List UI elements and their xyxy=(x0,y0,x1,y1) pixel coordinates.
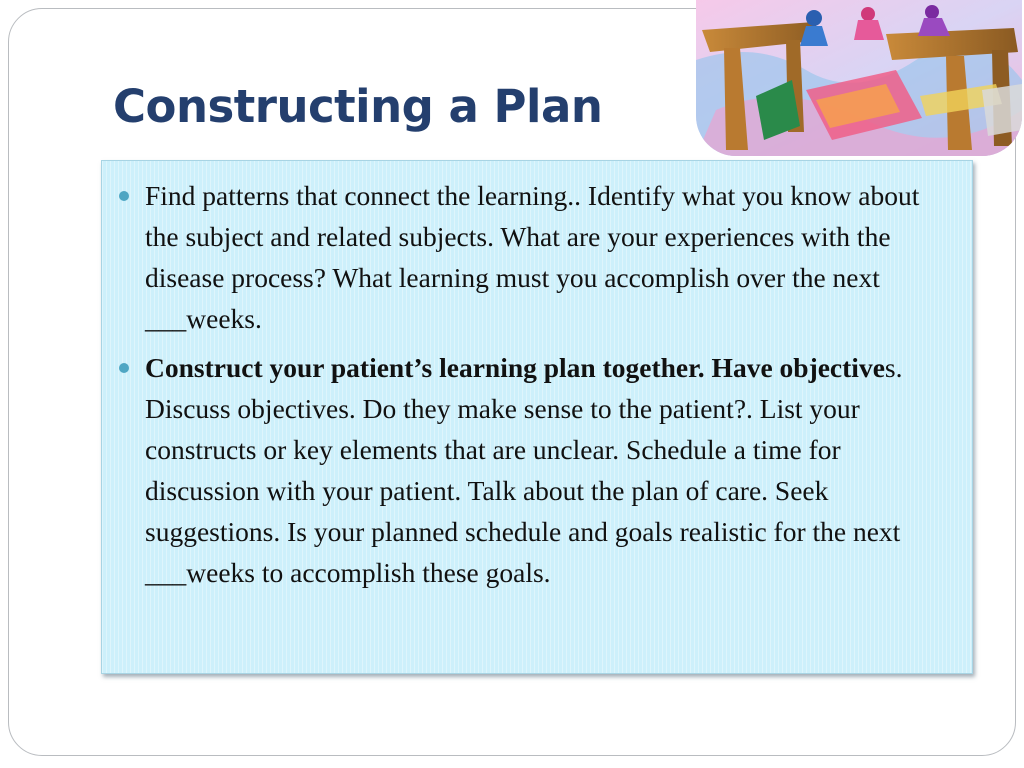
bullet-list xyxy=(102,161,972,593)
bullet-text: Find patterns that connect the learning.. Identify what you know about the subject and related subjects. What are your experiences with the disease process? What learning must you accomplish over the next ___weeks. xyxy=(145,180,920,334)
bullet-item-patterns xyxy=(145,175,952,339)
bullet-icon xyxy=(119,191,129,201)
bullet-item-learning-plan xyxy=(145,347,952,593)
content-box xyxy=(101,160,973,674)
slide-title: Constructing a Plan xyxy=(113,80,603,133)
bullet-icon xyxy=(119,363,129,373)
construction-workers-bridge-illustration xyxy=(696,0,1022,156)
bullet-bold-text: Construct your patient’s learning plan together. Have objective xyxy=(145,352,885,383)
bullet-text: s. Discuss objectives. Do they make sense to the patient?. List your constructs or key elements that are unclear. Schedule a time for discussion with your patient. Talk about the plan of care. Seek suggestions. Is your planned schedule and goals realistic for the next ___weeks to accomplish these goals. xyxy=(145,352,903,588)
